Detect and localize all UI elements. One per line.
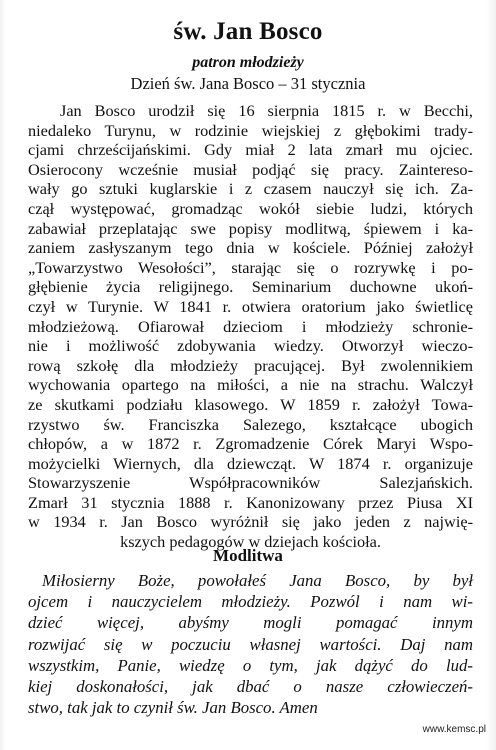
prayer-line: stwo, tak jak to czynił św. Jan Bosco. Amen — [28, 698, 318, 718]
biography-line: rową szkołę dla młodzieży pracującej. Był zwolennikiem — [28, 355, 473, 375]
prayer-line: wszystkim, Panie, wiedzę o tym, jak dążyć do lud- — [28, 655, 473, 675]
biography-line: wychowania opartego na miłości, a nie na strachu. Walczył — [28, 375, 473, 395]
biography-line: ze skutkami podziału klasowego. W 1859 r. założył Towa- — [28, 394, 473, 414]
prayer-line: rozwijać się w poczuciu własnej wartości. Daj nam — [28, 634, 473, 654]
biography-line: zabawiał przeplatając swe popisy modlitwą, śpiewem i ka- — [28, 218, 473, 238]
biography-line: kszych pedagogów w dziejach kościoła. — [120, 532, 381, 552]
biography-line: Zmarł 31 stycznia 1888 r. Kanonizowany przez Piusa XI — [28, 492, 473, 512]
website-url: www.kemsc.pl — [422, 724, 486, 735]
prayer-heading: Modlitwa — [213, 546, 283, 565]
biography-line: nie i możliwość zdobywania wiedzy. Otworzył wieczo- — [28, 336, 473, 356]
biography-line: możycielki Wiernych, dla dziewcząt. W 1874 r. organizuje — [28, 453, 473, 473]
biography-line: cjami chrześcijańskimi. Gdy miał 2 lata zmarł mu ojciec. — [28, 140, 473, 160]
feast-day-line: Dzień św. Jana Bosco – 31 stycznia — [130, 74, 366, 93]
biography-line: „Towarzystwo Wesołości”, starając się o rozrywkę i po- — [28, 257, 473, 277]
biography-text — [28, 101, 473, 552]
biography-line: rzystwo św. Franciszka Salezego, kształcące ubogich — [28, 414, 473, 434]
biography-line: Jan Bosco urodził się 16 sierpnia 1815 r. w Becchi, — [60, 101, 473, 120]
biography-line: młodzieżową. Ofiarował dzieciom i młodzieży schronie- — [28, 316, 473, 336]
prayer-line: kiej doskonałości, jak dbać o nasze człowieczeń- — [28, 677, 473, 697]
page-title: św. Jan Bosco — [173, 18, 323, 45]
biography-line: czył w Turynie. W 1841 r. otwiera oratorium jako świetlicę — [28, 296, 473, 316]
biography-line: chłopów, a w 1872 r. Zgromadzenie Córek Maryi Wspo- — [28, 434, 473, 454]
prayer-line: Miłosierny Boże, powołałeś Jana Bosco, by był — [42, 571, 473, 590]
biography-line: głębienie życia religijnego. Seminarium duchowne ukoń- — [28, 277, 473, 297]
biography-line: wały go sztuki kuglarskie i z czasem nauczył się ich. Za- — [28, 179, 473, 199]
biography-line: zaniem zasłyszanym tego dnia w kościele. Później założył — [28, 238, 473, 258]
biography-line: Stowarzyszenie Współpracowników Salezjańskich. — [28, 473, 473, 493]
patron-subtitle: patron młodzieży — [192, 54, 304, 71]
biography-line: Osierocony wcześnie musiał podjąć się pracy. Zaintereso- — [28, 159, 473, 179]
prayer-line: dzieć więcej, abyśmy mogli pomagać innym — [28, 613, 473, 633]
biography-line: czął występować, gromadząc wokół siebie ludzi, których — [28, 198, 473, 218]
biography-line: w 1934 r. Jan Bosco wyróżnił się jako jeden z najwię- — [28, 512, 473, 532]
biography-line: niedaleko Turynu, w rodzinie wiejskiej z głębokimi trady- — [28, 120, 473, 140]
prayer-line: ojcem i nauczycielem młodzieży. Pozwól i nam wi- — [28, 592, 473, 612]
prayer-text — [28, 570, 473, 718]
